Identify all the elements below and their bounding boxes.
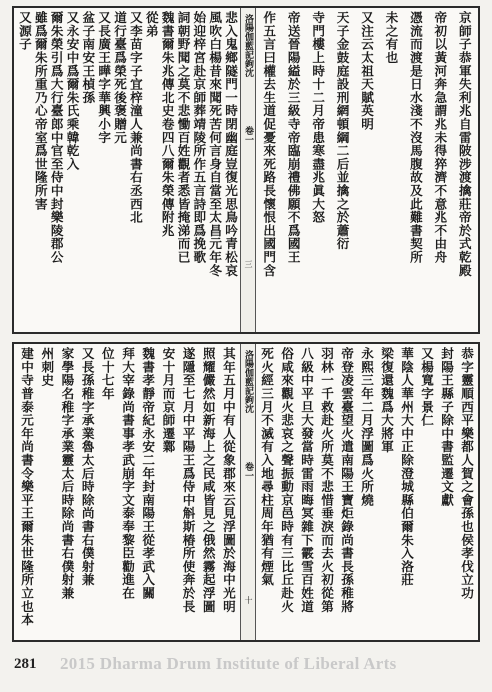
page-number: 281 — [14, 656, 37, 672]
text-column: 永熙三年二月浮圖爲火所燒 — [359, 347, 374, 507]
text-column: 家學陽名稚字承業靈太后時除尚書右僕射兼 — [59, 347, 75, 600]
text-column: 京師子恭軍失利兆自雷陂涉渡擒莊帝於式乾殿 — [456, 11, 472, 277]
text-column: 梁復還魏爲大將軍 — [379, 347, 394, 454]
text-column: 爾朱榮引爲大行臺郎中官至侍中封樂陵郡公 — [48, 11, 64, 264]
text-column: 雖爲爾朱所重乃心帝室爲世隆所害 — [32, 11, 48, 211]
text-column: 未之有也 — [383, 11, 399, 65]
text-column: 又永安中爲爾朱氏乘韓乾入 — [64, 11, 80, 171]
lower-left-text-block — [14, 344, 240, 640]
institution-watermark: 2015 Dharma Drum Institute of Liberal Arts — [60, 654, 397, 673]
text-column: 又注云太祖天賦英明 — [359, 11, 374, 131]
gutter-volume-label: 卷一 — [243, 462, 253, 480]
text-column: 盆子南安王楨孫 — [80, 11, 96, 105]
text-column: 八級中平旦大發當時雷雨晦冥雜下霰雪百姓道 — [299, 347, 314, 613]
text-column: 作五言曰權去生道促憂來死路長懷恨出國門含 — [261, 11, 277, 277]
text-column: 俗咸來觀火悲哀之聲振動京邑時有三比丘赴火 — [279, 347, 294, 613]
gutter-book-title: 洛陽伽藍記鉤沈 — [243, 14, 253, 77]
gutter-book-title: 洛陽伽藍記鉤沈 — [243, 350, 253, 413]
text-column: 詞朝野聞之莫不悲慟百姓觀者悉皆掩涕而已 — [175, 11, 191, 264]
text-column: 風吹白楊昔來聞死苦何言身自當至太昌元年冬 — [207, 11, 223, 277]
text-column: 始迎梓宮赴京師葬靖陵所作五言詩即爲挽歌 — [191, 11, 207, 264]
lower-page-panel — [12, 342, 480, 642]
text-column: 從弟 — [143, 11, 159, 38]
text-column: 照耀儼然如新海上之民咸皆見之俄然霧起浮圖 — [200, 347, 216, 613]
text-column: 建中寺普泰元年尚書令樂平王爾朱世隆所立也本 — [19, 347, 35, 627]
text-column: 封陽王縣子除中書監遷文獻 — [439, 347, 454, 507]
text-column: 帝送晉陽縊於三級寺帝臨崩禮佛願不爲國王 — [285, 11, 301, 264]
text-column: 安十月而京師遷鄴 — [160, 347, 176, 454]
text-column: 拜大宰錄尚書事孝武崩字文泰奉黎臣勸進在 — [120, 347, 135, 600]
text-column: 憑流而渡是日水淺不沒馬腹故及此難書契所 — [407, 11, 423, 264]
lower-right-text-block — [254, 344, 478, 640]
upper-left-text-block — [14, 8, 240, 332]
text-column: 華陰人華州大中正除澄城縣伯爾朱入洛莊 — [399, 347, 414, 587]
text-column: 又李苗字子宜梓潼人兼尚書右丞西北 — [127, 11, 143, 224]
text-column: 寺門樓上時十二月帝患寒盡兆眞大怒 — [310, 11, 326, 224]
text-column: 又長廣王曄字華興小字 — [96, 11, 112, 144]
text-column: 帝登凌雲臺望火遣南陽王寶炬錄尚書長孫稚將 — [339, 347, 354, 613]
text-column: 位十七年 — [99, 347, 115, 401]
text-column: 又源子 — [16, 11, 32, 51]
text-column: 其年五月中有人從象郡來云見浮圖於海中光明 — [220, 347, 236, 613]
text-column: 羽林一千救赴火所莫不悲惜垂淚而去火初從第 — [319, 347, 334, 613]
text-column: 魏書爾朱兆傳北史卷四八爾朱榮傳附兆 — [159, 11, 175, 238]
upper-right-text-block — [254, 8, 478, 332]
gutter-volume-label: 卷一 — [243, 126, 253, 144]
text-column: 魏書孝靜帝紀永安二年封南陽王從孝武入關 — [140, 347, 156, 600]
text-column: 州刺史 — [39, 347, 55, 387]
text-column: 死火經三月不滅有入地尋柱周年猶有煙氣 — [259, 347, 274, 587]
text-column: 遂隱至七月中平陽王爲侍中斛斯椿所使奔於長 — [180, 347, 196, 613]
text-column: 道行臺爲榮死後褒贈元 — [112, 11, 128, 144]
text-column: 悲入鬼鄉隧門一時閉幽庭豈復光思鳥吟青松哀 — [223, 11, 239, 277]
text-column: 恭字靈順西平樂都人賀之會孫也侯孝伐立功 — [459, 347, 474, 600]
text-column: 又長孫稚字承業魯太后時除尚書右僕射兼 — [79, 347, 95, 587]
upper-page-panel — [12, 6, 480, 334]
gutter-page-label: 三 — [244, 260, 253, 268]
gutter-page-label: 十 — [244, 596, 253, 604]
text-column: 帝初以黃河奔急謂兆未得猝濟不意兆不由舟 — [432, 11, 448, 264]
text-column: 又楊寬字景仁 — [419, 347, 434, 427]
text-column: 天子金鼓庭設刑網頓綱二后並擒之於蕭衍 — [334, 11, 350, 251]
